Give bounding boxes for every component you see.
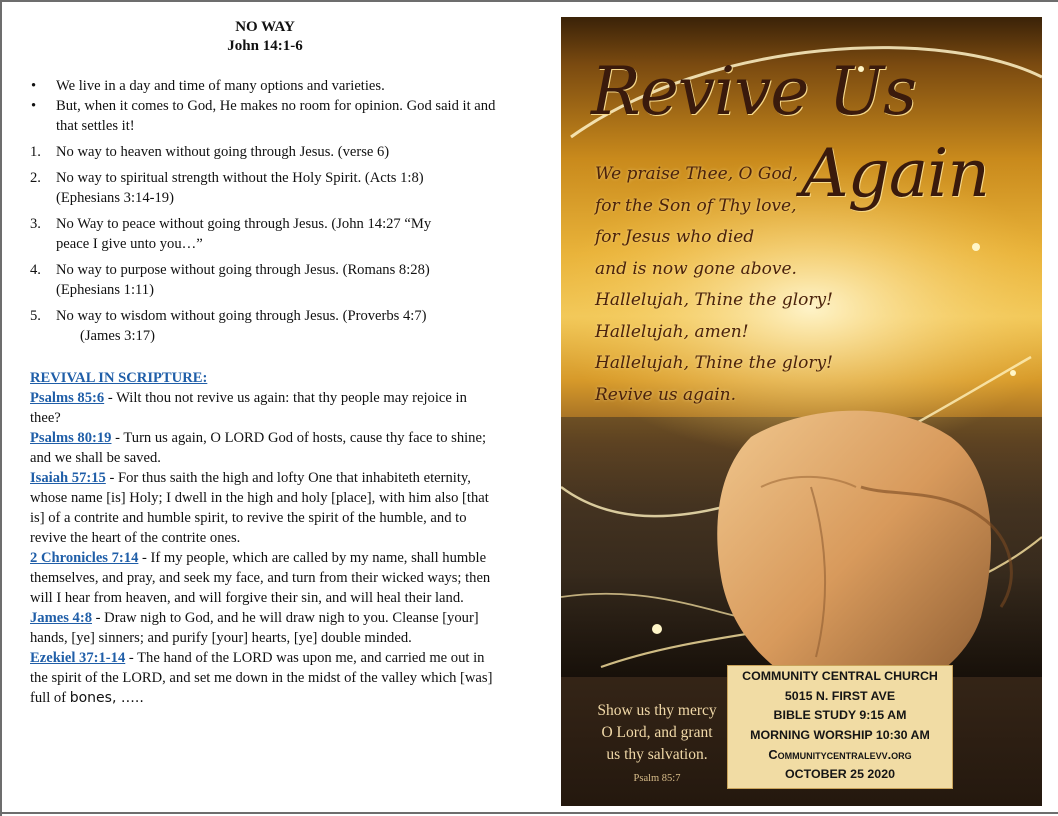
scripture-text-ending: bones, ….. bbox=[69, 690, 144, 706]
sparkle bbox=[972, 243, 980, 251]
scripture-link[interactable]: Psalms 80:19 bbox=[30, 430, 112, 446]
scripture-link[interactable]: James 4:8 bbox=[30, 610, 93, 626]
psalm-line: O Lord, and grant bbox=[601, 724, 713, 741]
item-text-cont: (Ephesians 1:11) bbox=[56, 282, 154, 298]
bible-study-time: BIBLE STUDY 9:15 AM bbox=[773, 708, 907, 722]
intro-bullets bbox=[30, 76, 500, 136]
numbered-item bbox=[30, 214, 500, 254]
hymn-line: for Jesus who died bbox=[595, 227, 755, 247]
item-number: 2. bbox=[30, 170, 41, 186]
cover-artwork bbox=[561, 17, 1042, 806]
scripture-link[interactable]: 2 Chronicles 7:14 bbox=[30, 550, 139, 566]
scripture-text: - The hand of the LORD was upon me, and carried me out in the spirit of the LORD, and set me down in the midst of the valley which [was] full of bbox=[30, 650, 493, 706]
item-number: 5. bbox=[30, 308, 41, 324]
scripture-link[interactable]: Psalms 85:6 bbox=[30, 390, 105, 406]
item-text: No way to heaven without going through Jesus. (verse 6) bbox=[56, 144, 390, 160]
scripture-link[interactable]: Ezekiel 37:1-14 bbox=[30, 650, 126, 666]
sermon-scripture: John 14:1-6 bbox=[227, 38, 303, 54]
item-number: 4. bbox=[30, 262, 41, 278]
item-text-cont: (Ephesians 3:14-19) bbox=[56, 190, 174, 206]
scripture-text: - For thus saith the high and lofty One that inhabiteth eternity, whose name [is] Holy; I dwell in the high and holy [place], with him also [that is] of a contrite and humble spirit, to revive the spirit of the humble, and to revive the heart of the contrite ones. bbox=[30, 470, 489, 546]
scripture-text: - Draw nigh to God, and he will draw nigh to you. Cleanse [your] hands, [ye] sinners; and purify [your] hearts, [ye] double minded. bbox=[30, 610, 479, 646]
section-heading: REVIVAL IN SCRIPTURE: bbox=[30, 370, 208, 386]
scripture-entry bbox=[30, 428, 500, 468]
bullet-item: • But, when it comes to God, He makes no room for opinion. God said it and that settles it! bbox=[30, 96, 500, 136]
scripture-text: - If my people, which are called by my name, shall humble themselves, and pray, and seek my face, and turn from their wicked ways; then will I hear from heaven, and will forgive their sin, and will heal their land. bbox=[30, 550, 491, 606]
page-border-bottom bbox=[0, 812, 1058, 814]
psalm-quote bbox=[591, 700, 723, 790]
item-text: No way to wisdom without going through Jesus. (Proverbs 4:7) bbox=[56, 308, 427, 324]
item-text-cont: peace I give unto you…” bbox=[56, 236, 203, 252]
worship-time: MORNING WORSHIP 10:30 AM bbox=[750, 727, 930, 742]
service-date: OCTOBER 25 2020 bbox=[785, 766, 895, 781]
item-text: No Way to peace without going through Jesus. (John 14:27 “My bbox=[56, 216, 432, 232]
scripture-entry bbox=[30, 468, 500, 548]
item-text: No way to spiritual strength without the Holy Spirit. (Acts 1:8) bbox=[56, 170, 424, 186]
scripture-link[interactable]: Isaiah 57:15 bbox=[30, 470, 106, 486]
hymn-line: and is now gone above. bbox=[595, 258, 797, 279]
sermon-outline-page bbox=[30, 18, 500, 708]
sermon-title: NO WAY bbox=[235, 19, 295, 35]
numbered-item bbox=[30, 142, 500, 162]
page-border-top bbox=[0, 0, 1058, 2]
sparkle bbox=[652, 624, 662, 634]
hymn-lyrics bbox=[595, 159, 833, 411]
hymn-line: for the Son of Thy love, bbox=[595, 195, 797, 216]
hymn-line: We praise Thee, O God, bbox=[595, 164, 798, 184]
page-border-left bbox=[0, 0, 2, 816]
numbered-item bbox=[30, 260, 500, 300]
item-number: 1. bbox=[30, 144, 41, 160]
scripture-entry bbox=[30, 548, 500, 608]
item-number: 3. bbox=[30, 216, 41, 232]
church-info-box bbox=[727, 665, 953, 789]
psalm-line: Show us thy mercy bbox=[597, 702, 717, 719]
numbered-item bbox=[30, 306, 500, 346]
scripture-list bbox=[30, 388, 500, 708]
cover-title-line1: Revive Us bbox=[591, 53, 916, 130]
item-text-cont: (James 3:17) bbox=[80, 328, 155, 344]
psalm-citation: Psalm 85:7 bbox=[633, 773, 681, 784]
scripture-text: - Turn us again, O LORD God of hosts, cause thy face to shine; and we shall be saved. bbox=[30, 430, 487, 466]
no-way-list bbox=[30, 142, 500, 346]
scripture-entry bbox=[30, 648, 500, 708]
hymn-line: Hallelujah, Thine the glory! bbox=[595, 353, 833, 373]
church-name: COMMUNITY CENTRAL CHURCH bbox=[742, 669, 938, 683]
scripture-text: - Wilt thou not revive us again: that thy people may rejoice in thee? bbox=[30, 390, 467, 426]
item-text: No way to purpose without going through Jesus. (Romans 8:28) bbox=[56, 262, 430, 278]
church-address: 5015 N. FIRST AVE bbox=[784, 688, 896, 703]
hymn-line: Revive us again. bbox=[595, 384, 736, 405]
scripture-entry bbox=[30, 608, 500, 648]
cover-title-line2: Again bbox=[801, 135, 989, 212]
hymn-line: Hallelujah, Thine the glory! bbox=[595, 290, 833, 310]
scripture-entry bbox=[30, 388, 500, 428]
numbered-item bbox=[30, 168, 500, 208]
hymn-line: Hallelujah, amen! bbox=[595, 321, 749, 342]
clasped-hands bbox=[717, 411, 991, 699]
sparkle bbox=[1010, 370, 1016, 376]
bullet-item: • We live in a day and time of many options and varieties. bbox=[30, 76, 500, 96]
psalm-line: us thy salvation. bbox=[606, 746, 708, 763]
church-website[interactable]: Communitycentralevv.org bbox=[768, 747, 912, 762]
